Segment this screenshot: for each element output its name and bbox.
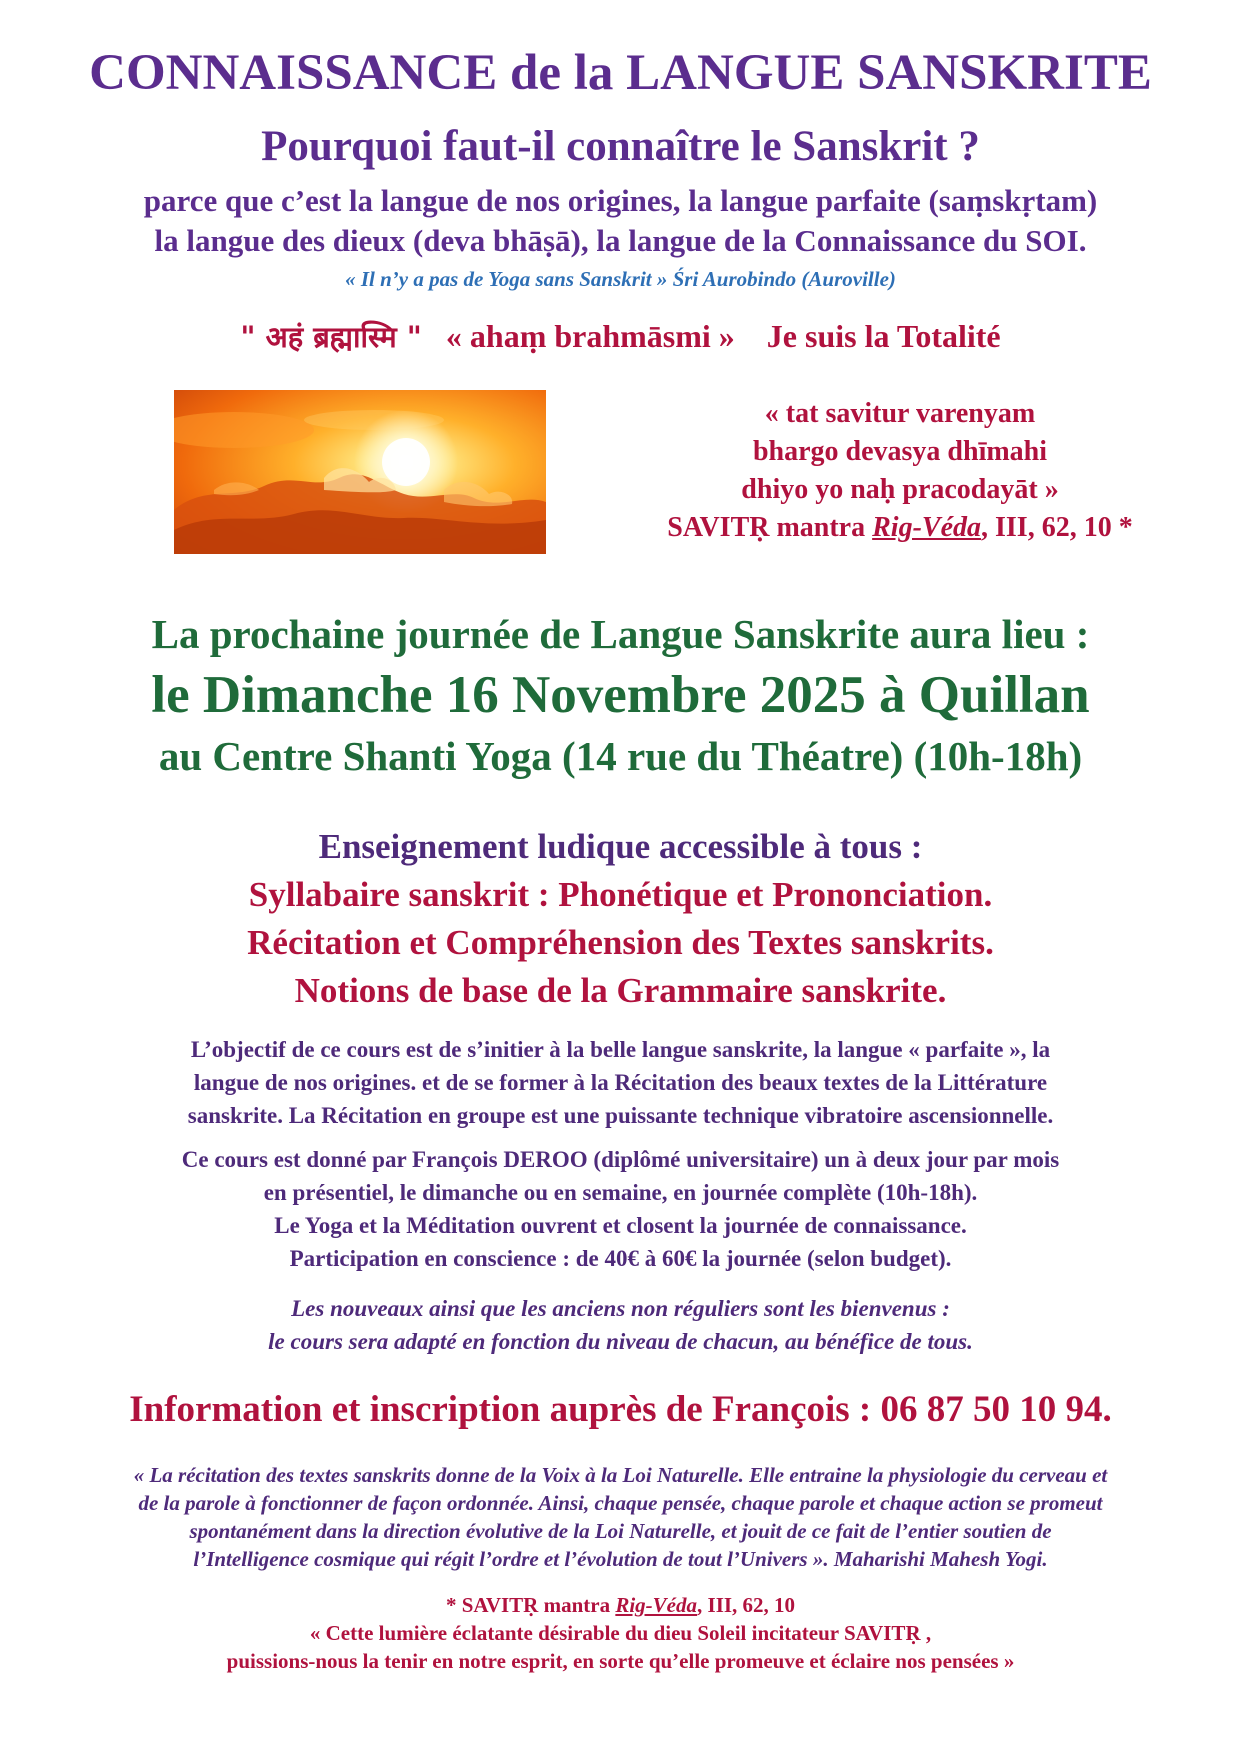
aham-devanagari: " अहं ब्रह्मास्मि " [240, 320, 422, 354]
footnote-translation-line: « Cette lumière éclatante désirable du dieu Soleil incitateur SAVITṚ , [309, 1621, 932, 1645]
footnote-suffix: , III, 62, 10 [697, 1593, 796, 1617]
course-line: Le Yoga et la Méditation ouvrent et closent la journée de connaissance. [274, 1213, 967, 1238]
course-line: Ce cours est donné par François DEROO (diplômé universitaire) un à deux jour par mois [181, 1147, 1060, 1172]
why-line-2: la langue des dieux (deva bhāṣā), la langue de la Connaissance du SOI. [154, 223, 1087, 258]
course-line: en présentiel, le dimanche ou en semaine, en journée complète (10h-18h). [263, 1180, 978, 1205]
objective-line: langue de nos origines. et de se former à la Récitation des beaux textes de la Littérature [193, 1070, 1048, 1095]
objective-line: L’objectif de ce cours est de s’initier à la belle langue sanskrite, la langue « parfaite », la [190, 1037, 1051, 1062]
footnote-rig-veda-link[interactable]: Rig-Véda [615, 1593, 698, 1617]
teaching-heading: Enseignement ludique accessible à tous : [318, 827, 923, 866]
aham-line [0, 316, 1241, 357]
footnote-source [0, 1591, 1241, 1619]
rig-veda-link[interactable]: Rig-Véda [872, 512, 982, 543]
next-session-intro: La prochaine journée de Langue Sanskrite aura lieu : [151, 611, 1090, 657]
sun-clouds-image [174, 390, 546, 554]
why-line-1: parce que c’est la langue de nos origines, la langue parfaite (saṃskṛtam) [143, 183, 1098, 218]
newcomers-line: le cours sera adapté en fonction du niveau de chacun, au bénéfice de tous. [268, 1329, 973, 1354]
footnote-translation-line: puissions-nous la tenir en notre esprit, en sorte qu’elle promeuve et éclaire nos pensées » [226, 1649, 1015, 1673]
main-question: Pourquoi faut-il connaître le Sanskrit ? [261, 123, 980, 170]
next-session-location: au Centre Shanti Yoga (14 rue du Théatre) (10h-18h) [158, 733, 1083, 779]
contact-info: Information et inscription auprès de François : 06 87 50 10 94. [129, 1389, 1112, 1430]
mantra-line-2: bhargo devasya dhīmahi [752, 436, 1048, 467]
maharishi-quote-line: « La récitation des textes sanskrits donne de la Voix à la Loi Naturelle. Elle entraine la physiologie du cerveau et [133, 1463, 1108, 1487]
mantra-source [600, 509, 1200, 547]
page-title: CONNAISSANCE de la LANGUE SANSKRITE [89, 45, 1152, 101]
maharishi-quote-line: spontanément dans la direction évolutive de la Loi Naturelle, et jouit de ce fait de l’entier soutien de [189, 1519, 1052, 1543]
teaching-point: Récitation et Compréhension des Textes sanskrits. [247, 923, 994, 962]
mantra-source-prefix: SAVITṚ mantra [667, 512, 873, 543]
next-session-date: le Dimanche 16 Novembre 2025 à Quillan [151, 666, 1090, 724]
mantra-source-suffix: , III, 62, 10 * [981, 512, 1133, 543]
teaching-point: Syllabaire sanskrit : Phonétique et Prononciation. [248, 875, 993, 914]
maharishi-quote-line: de la parole à fonctionner de façon ordonnée. Ainsi, chaque pensée, chaque parole et chaque action se promeut [138, 1491, 1103, 1515]
mantra-line-1: « tat savitur varenyam [764, 398, 1036, 429]
newcomers-line: Les nouveaux ainsi que les anciens non réguliers sont les bienvenus : [291, 1296, 950, 1321]
footnote-prefix: * SAVITṚ mantra [445, 1593, 616, 1617]
mantra-line-3: dhiyo yo naḥ pracodayāt » [741, 474, 1059, 505]
aham-transliteration: « ahaṃ brahmāsmi » [445, 318, 735, 354]
teaching-point: Notions de base de la Grammaire sanskrite. [294, 971, 947, 1010]
objective-line: sanskrite. La Récitation en groupe est une puissante technique vibratoire ascensionnelle. [187, 1103, 1054, 1128]
aham-meaning: Je suis la Totalité [766, 318, 1001, 354]
aurobindo-quote: « Il n’y a pas de Yoga sans Sanskrit » Śri Aurobindo (Auroville) [345, 267, 896, 291]
course-line: Participation en conscience : de 40€ à 60€ la journée (selon budget). [289, 1246, 952, 1271]
maharishi-quote-line: l’Intelligence cosmique qui régit l’ordre et l’évolution de tout l’Univers ». Maharishi Mahesh Yogi. [193, 1547, 1048, 1571]
